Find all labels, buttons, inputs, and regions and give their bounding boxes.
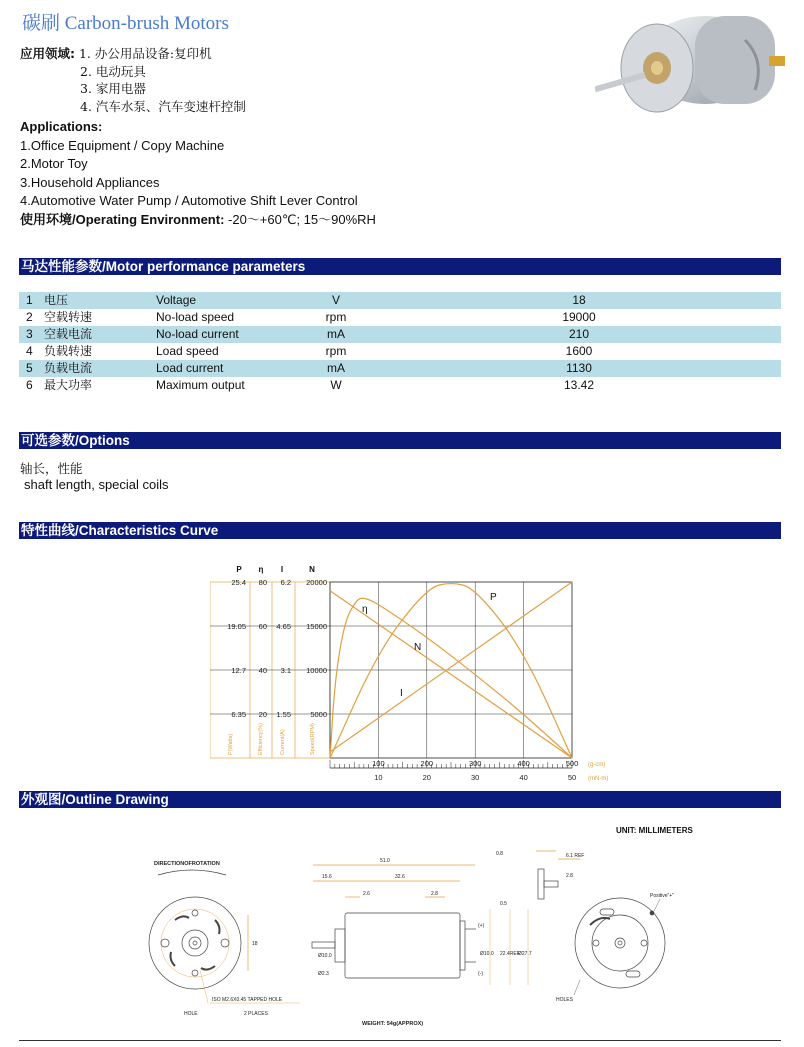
y-tick-label: 19.05 (227, 622, 246, 631)
axis-unit-label: P(Watts) (228, 733, 234, 755)
y-tick-label: 5000 (310, 710, 327, 719)
param-no: 5 (26, 361, 33, 375)
y-tick-label: 3.1 (280, 666, 291, 675)
y-tick-label: 6.35 (231, 710, 246, 719)
param-unit: mA (327, 327, 345, 341)
dim-label: 6.1 REF (566, 853, 585, 859)
y-tick-label: 40 (258, 666, 267, 675)
applications-cn-item: 4. 汽车水泵、汽车变速杆控制 (80, 98, 246, 114)
y-tick-label: 10000 (306, 666, 327, 675)
applications-item: 1.Office Equipment / Copy Machine (20, 137, 225, 153)
table-row (19, 309, 781, 326)
param-cn: 负载转速 (44, 344, 93, 358)
dim-label: 0.5 (500, 901, 507, 907)
param-cn: 最大功率 (44, 378, 93, 392)
param-en: Load speed (156, 344, 219, 358)
dim-label: 18 (252, 941, 258, 947)
unit-label: UNIT: MILLIMETERS (616, 826, 693, 835)
param-no: 2 (26, 310, 33, 324)
param-no: 3 (26, 327, 33, 341)
operating-environment (20, 209, 376, 228)
x-tick-label: 200 (420, 759, 434, 768)
characteristics-chart (210, 560, 610, 792)
table-row (19, 360, 781, 377)
environment-label: 使用环境/Operating Environment: (20, 212, 225, 227)
y-tick-label: 15000 (306, 622, 327, 631)
dim-label: 15.6 (322, 874, 332, 880)
axis-header: N (309, 565, 315, 574)
curve-label: P (490, 592, 497, 603)
x-tick-label: 10 (374, 773, 383, 782)
y-tick-label: 80 (258, 578, 267, 587)
x-tick-label: 100 (372, 759, 385, 768)
options-cn: 轴长，性能 (20, 461, 83, 476)
terminal-positive: (+) (478, 923, 485, 929)
dim-label: 2.8 (566, 873, 573, 879)
applications-cn-item: 2. 电动玩具 (80, 63, 146, 79)
param-unit: W (330, 378, 342, 392)
param-unit: rpm (325, 310, 347, 324)
param-cn: 负载电流 (44, 361, 93, 375)
x-tick-label: 40 (519, 773, 528, 782)
y-tick-label: 60 (258, 622, 267, 631)
x-tick-label: 300 (468, 759, 482, 768)
page-title: 碳刷 Carbon-brush Motors (22, 13, 229, 34)
parameters-table (19, 292, 781, 394)
note-tapped-hole: ISO M2.6X0.45 TAPPED HOLE (212, 997, 283, 1003)
param-cn: 空载电流 (44, 327, 93, 341)
dim-label: Ø10.0 (480, 951, 494, 957)
rotation-label: DIRECTIONOFROTATION (154, 861, 220, 867)
y-tick-label: 25.4 (231, 578, 246, 587)
param-unit: V (331, 293, 340, 307)
dim-label: 32.6 (395, 874, 405, 880)
curve-label: I (400, 688, 403, 699)
table-row (19, 343, 781, 360)
rotation-arrow (158, 870, 226, 875)
series-line-N (330, 591, 572, 758)
param-value: 13.42 (563, 378, 595, 392)
dim-label: 51.0 (380, 858, 390, 864)
x-tick-label: 500 (565, 759, 579, 768)
section-header-outline: 外观图/Outline Drawing (19, 791, 781, 808)
applications-cn-item: 3. 家用电器 (80, 81, 146, 96)
applications-cn-item: 1. 办公用品设备:复印机 (78, 46, 212, 61)
outline-drawing (140, 825, 700, 1035)
note-hole: HOLE (184, 1011, 198, 1017)
applications-cn (20, 45, 246, 115)
dim-label: Ø10.0 (318, 953, 332, 959)
side-view-body (345, 913, 460, 978)
options-en: shaft length, special coils (24, 477, 169, 492)
x-tick-label: 30 (471, 773, 480, 782)
x-unit-label: (mN-m) (588, 776, 609, 782)
applications-item: 4.Automotive Water Pump / Automotive Shift Lever Control (20, 193, 358, 208)
terminal-negative: (-) (478, 971, 483, 977)
dim-label: 22.4REF (500, 951, 520, 957)
weight-label: WEIGHT: 54g(APPROX) (362, 1021, 424, 1027)
x-tick-label: 400 (517, 759, 530, 768)
curve-label: N (414, 642, 422, 653)
y-tick-label: 12.7 (231, 666, 246, 675)
param-value: 1130 (566, 361, 592, 375)
axis-unit-label: Current(A) (280, 729, 286, 755)
front-view-outer (149, 897, 241, 989)
section-header-options: 可选参数/Options (19, 432, 781, 449)
applications-en (20, 118, 358, 211)
param-no: 1 (26, 293, 33, 307)
curve-label: η (362, 604, 368, 615)
axis-header: P (236, 565, 242, 574)
y-tick-label: 1.55 (276, 710, 291, 719)
dim-label: 2.6 (363, 891, 370, 897)
environment-value: -20～+60℃; 15～90%RH (224, 212, 376, 227)
dim-label: Ø2.3 (318, 971, 329, 977)
param-value: 19000 (562, 310, 596, 324)
param-en: Voltage (156, 293, 197, 307)
param-no: 6 (26, 378, 33, 392)
y-tick-label: 20 (258, 710, 267, 719)
axis-unit-label: Speed(RPM) (310, 723, 316, 755)
param-value: 18 (572, 293, 586, 307)
applications-item: 2.Motor Toy (20, 156, 88, 171)
dim-label: 2.8 (431, 891, 438, 897)
param-cn: 电压 (44, 293, 69, 307)
param-en: Load current (156, 361, 224, 375)
applications-heading: Applications: (20, 119, 103, 134)
y-tick-label: 20000 (306, 578, 327, 587)
param-cn: 空载转速 (44, 310, 93, 324)
axis-header: η (258, 565, 264, 574)
param-unit: mA (327, 361, 345, 375)
table-row (19, 326, 781, 343)
param-no: 4 (26, 344, 33, 358)
note-positive: Positive"+" (650, 893, 674, 899)
y-tick-label: 4.65 (276, 622, 291, 631)
section-header-curve: 特性曲线/Characteristics Curve (19, 522, 781, 539)
param-en: No-load current (156, 327, 239, 341)
dim-label: 0.8 (496, 851, 503, 857)
param-en: Maximum output (156, 378, 245, 392)
y-tick-label: 6.2 (280, 578, 291, 587)
param-value: 1600 (565, 344, 593, 358)
x-tick-label: 20 (422, 773, 431, 782)
note-holes: HOLES (556, 997, 573, 1003)
bottom-rule (19, 1040, 781, 1041)
table-row (19, 292, 781, 309)
param-en: No-load speed (156, 310, 235, 324)
note-places: 2 PLACES (244, 1011, 268, 1017)
section-header-performance: 马达性能参数/Motor performance parameters (19, 258, 781, 275)
param-value: 210 (568, 327, 590, 341)
x-unit-label: (g-cm) (588, 762, 606, 768)
x-tick-label: 50 (567, 773, 577, 782)
axis-unit-label: Efficiency(%) (258, 723, 264, 755)
dim-label: Ø27.7 (518, 951, 532, 957)
applications-cn-label: 应用领域: (20, 46, 75, 61)
motor-photo (595, 0, 795, 122)
applications-item: 3.Household Appliances (20, 174, 160, 190)
axis-header: I (280, 565, 284, 574)
table-row (19, 377, 781, 394)
param-unit: rpm (325, 344, 347, 358)
